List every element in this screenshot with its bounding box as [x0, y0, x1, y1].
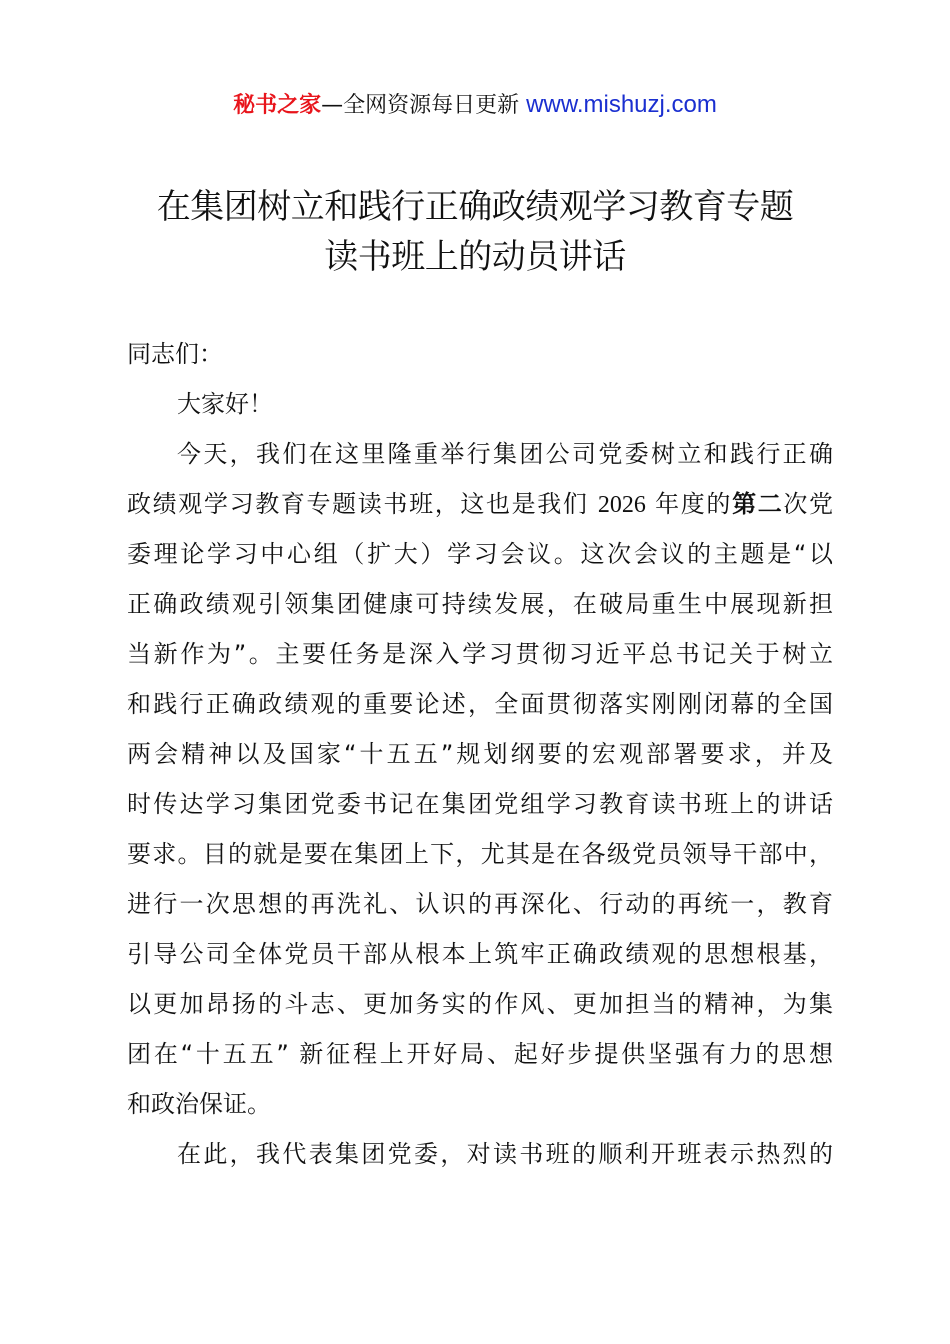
text-line [127, 1034, 833, 1084]
text-segment: 正确政绩观引领集团健康可持续发展，在破局重生中展现新担 [127, 590, 833, 618]
document-title [0, 182, 950, 282]
text-line [127, 1134, 833, 1184]
text-line [127, 634, 833, 684]
text-line [127, 734, 833, 784]
text-line [127, 484, 833, 534]
text-line [127, 334, 833, 384]
tagline: —全网资源每日更新 [321, 93, 527, 118]
text-segment: 要求。目的就是要在集团上下，尤其是在各级党员领导干部中， [127, 840, 833, 868]
text-line [127, 984, 833, 1034]
text-segment: 次党 [783, 490, 834, 518]
text-segment: 委理论学习中心组（扩大）学习会议。这次会议的主题是“以 [127, 540, 833, 568]
text-line [127, 684, 833, 734]
text-segment: 时传达学习集团党委书记在集团党组学习教育读书班上的讲话 [127, 790, 833, 818]
text-segment: 在此，我代表集团党委，对读书班的顺利开班表示热烈的 [177, 1140, 833, 1168]
text-segment: 当新作为”。主要任务是深入学习贯彻习近平总书记关于树立 [127, 640, 833, 668]
text-segment: 同志们： [127, 340, 223, 368]
text-line [127, 434, 833, 484]
brand-name: 秘书之家 [233, 93, 322, 118]
text-line [127, 584, 833, 634]
text-segment: 团在“十五五” 新征程上开好局、起好步提供坚强有力的思想 [127, 1040, 833, 1068]
document-body [127, 334, 833, 1184]
text-line [127, 834, 833, 884]
text-line [127, 784, 833, 834]
text-segment: 引导公司全体党员干部从根本上筑牢正确政绩观的思想根基， [127, 940, 833, 968]
title-line-1: 在集团树立和践行正确政绩观学习教育专题 [156, 187, 794, 227]
text-segment: 两会精神以及国家“十五五”规划纲要的宏观部署要求，并及 [127, 740, 833, 768]
bold-text: 第二 [732, 490, 784, 518]
text-line [127, 1084, 833, 1134]
text-segment: 年度的 [645, 490, 733, 518]
site-url-link[interactable]: www.mishuzj.com [526, 91, 717, 118]
text-segment: 和践行正确政绩观的重要论述，全面贯彻落实刚刚闭幕的全国 [127, 690, 833, 718]
text-line [127, 884, 833, 934]
site-header [0, 88, 950, 119]
text-segment: 进行一次思想的再洗礼、认识的再深化、行动的再统一，教育 [127, 890, 833, 918]
text-segment: 2026 [597, 492, 646, 518]
text-line [127, 934, 833, 984]
text-segment: 大家好！ [177, 390, 273, 418]
title-line-2: 读书班上的动员讲话 [324, 237, 626, 277]
text-segment: 和政治保证。 [127, 1090, 271, 1118]
text-segment: 政绩观学习教育专题读书班，这也是我们 [127, 490, 598, 518]
text-line [127, 534, 833, 584]
text-segment: 以更加昂扬的斗志、更加务实的作风、更加担当的精神，为集 [127, 990, 833, 1018]
text-line [127, 384, 833, 434]
text-segment: 今天，我们在这里隆重举行集团公司党委树立和践行正确 [177, 440, 833, 468]
